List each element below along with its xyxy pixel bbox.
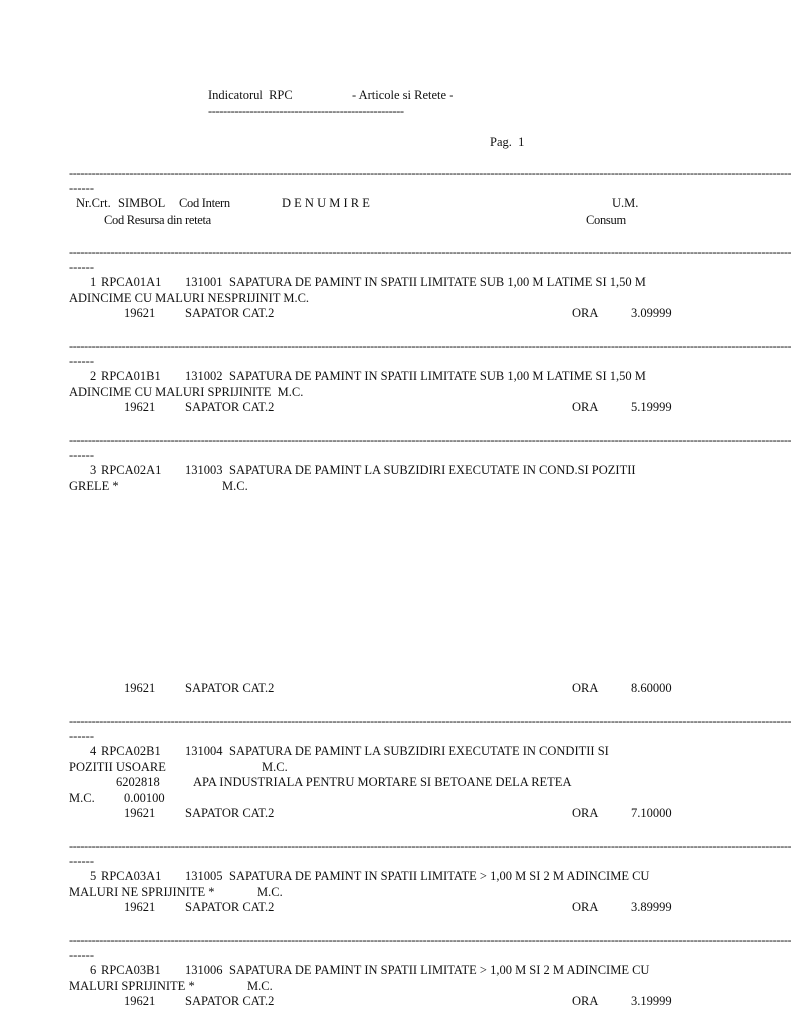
- article-um: M.C.: [222, 479, 248, 493]
- separator-tail: ------: [69, 729, 94, 743]
- article-nr: 1: [90, 275, 97, 289]
- article-denumire-cont: MALURI SPRIJINITE *: [69, 979, 195, 993]
- article-nr: 4: [90, 744, 97, 758]
- resource-consum: 7.10000: [631, 806, 672, 820]
- article-um: M.C.: [257, 885, 283, 899]
- separator-tail: ------: [69, 948, 94, 962]
- resource-name: SAPATOR CAT.2: [185, 994, 275, 1008]
- separator-line: ------------------------------------------------------------------------------------------------------------------------------------------------------------------------------------------------: [69, 339, 791, 353]
- article-simbol: RPCA02B1: [101, 744, 161, 758]
- article-cod-intern: 131001: [185, 275, 223, 289]
- title-underline: ----------------------------------------------------: [208, 104, 404, 118]
- article-denumire: SAPATURA DE PAMINT IN SPATII LIMITATE SUB 1,00 M LATIME SI 1,50 M: [229, 369, 646, 383]
- resource-code: 19621: [124, 400, 156, 414]
- separator-tail: ------: [69, 354, 94, 368]
- col-cod-intern: Cod Intern: [179, 196, 230, 210]
- resource-um: ORA: [572, 681, 599, 695]
- resource-consum: 3.19999: [631, 994, 672, 1008]
- resource-code: 19621: [124, 994, 156, 1008]
- separator-line: ------------------------------------------------------------------------------------------------------------------------------------------------------------------------------------------------: [69, 166, 791, 180]
- article-cod-intern: 131003: [185, 463, 223, 477]
- col-nr-crt: Nr.Crt.: [76, 196, 111, 210]
- separator-line: ------------------------------------------------------------------------------------------------------------------------------------------------------------------------------------------------: [69, 933, 791, 947]
- resource-consum: 8.60000: [631, 681, 672, 695]
- col-simbol: SIMBOL: [118, 196, 166, 210]
- article-cod-intern: 131005: [185, 869, 223, 883]
- article-nr: 2: [90, 369, 97, 383]
- resource-consum: 0.00100: [124, 791, 165, 805]
- resource-um: ORA: [572, 900, 599, 914]
- col-cod-resursa: Cod Resursa din reteta: [104, 213, 211, 227]
- article-nr: 3: [90, 463, 97, 477]
- article-simbol: RPCA02A1: [101, 463, 162, 477]
- resource-name: SAPATOR CAT.2: [185, 681, 275, 695]
- resource-um: ORA: [572, 994, 599, 1008]
- article-denumire: SAPATURA DE PAMINT IN SPATII LIMITATE SUB 1,00 M LATIME SI 1,50 M: [229, 275, 646, 289]
- col-denumire: D E N U M I R E: [282, 196, 370, 210]
- resource-code: 19621: [124, 306, 156, 320]
- resource-code: 6202818: [116, 775, 160, 789]
- separator-tail: ------: [69, 260, 94, 274]
- article-nr: 5: [90, 869, 97, 883]
- article-denumire-cont: ADINCIME CU MALURI NESPRIJINIT M.C.: [69, 291, 310, 305]
- separator-tail: ------: [69, 448, 94, 462]
- article-simbol: RPCA01A1: [101, 275, 162, 289]
- article-denumire: SAPATURA DE PAMINT LA SUBZIDIRI EXECUTATE IN COND.SI POZITII: [229, 463, 636, 477]
- article-nr: 6: [90, 963, 97, 977]
- separator-tail: ------: [69, 854, 94, 868]
- article-denumire-cont: ADINCIME CU MALURI SPRIJINITE M.C.: [69, 385, 304, 399]
- resource-name: SAPATOR CAT.2: [185, 400, 275, 414]
- resource-um: ORA: [572, 306, 599, 320]
- resource-um: M.C.: [69, 791, 95, 805]
- article-simbol: RPCA03B1: [101, 963, 161, 977]
- article-cod-intern: 131006: [185, 963, 223, 977]
- resource-code: 19621: [124, 806, 156, 820]
- article-um: M.C.: [247, 979, 273, 993]
- article-cod-intern: 131004: [185, 744, 223, 758]
- resource-consum: 3.09999: [631, 306, 672, 320]
- article-denumire: SAPATURA DE PAMINT IN SPATII LIMITATE > 1,00 M SI 2 M ADINCIME CU: [229, 963, 650, 977]
- page-number: Pag. 1: [490, 135, 525, 149]
- article-simbol: RPCA03A1: [101, 869, 162, 883]
- col-um: U.M.: [612, 196, 639, 210]
- col-consum: Consum: [586, 213, 626, 227]
- article-denumire-cont: GRELE *: [69, 479, 119, 493]
- separator-line: ------------------------------------------------------------------------------------------------------------------------------------------------------------------------------------------------: [69, 714, 791, 728]
- separator-line: ------------------------------------------------------------------------------------------------------------------------------------------------------------------------------------------------: [69, 433, 791, 447]
- report-subtitle: - Articole si Retete -: [352, 88, 454, 102]
- resource-name: APA INDUSTRIALA PENTRU MORTARE SI BETOANE DELA RETEA: [193, 775, 572, 789]
- separator-line: ------------------------------------------------------------------------------------------------------------------------------------------------------------------------------------------------: [69, 245, 791, 259]
- resource-consum: 3.89999: [631, 900, 672, 914]
- resource-code: 19621: [124, 681, 156, 695]
- separator-tail: ------: [69, 181, 94, 195]
- article-denumire: SAPATURA DE PAMINT LA SUBZIDIRI EXECUTATE IN CONDITII SI: [229, 744, 609, 758]
- resource-um: ORA: [572, 806, 599, 820]
- article-denumire-cont: POZITII USOARE: [69, 760, 166, 774]
- resource-code: 19621: [124, 900, 156, 914]
- resource-name: SAPATOR CAT.2: [185, 306, 275, 320]
- separator-line: ------------------------------------------------------------------------------------------------------------------------------------------------------------------------------------------------: [69, 839, 791, 853]
- article-denumire: SAPATURA DE PAMINT IN SPATII LIMITATE > 1,00 M SI 2 M ADINCIME CU: [229, 869, 650, 883]
- report-title: Indicatorul RPC: [208, 88, 293, 102]
- resource-um: ORA: [572, 400, 599, 414]
- resource-name: SAPATOR CAT.2: [185, 806, 275, 820]
- article-denumire-cont: MALURI NE SPRIJINITE *: [69, 885, 215, 899]
- resource-consum: 5.19999: [631, 400, 672, 414]
- article-simbol: RPCA01B1: [101, 369, 161, 383]
- article-um: M.C.: [262, 760, 288, 774]
- article-cod-intern: 131002: [185, 369, 223, 383]
- resource-name: SAPATOR CAT.2: [185, 900, 275, 914]
